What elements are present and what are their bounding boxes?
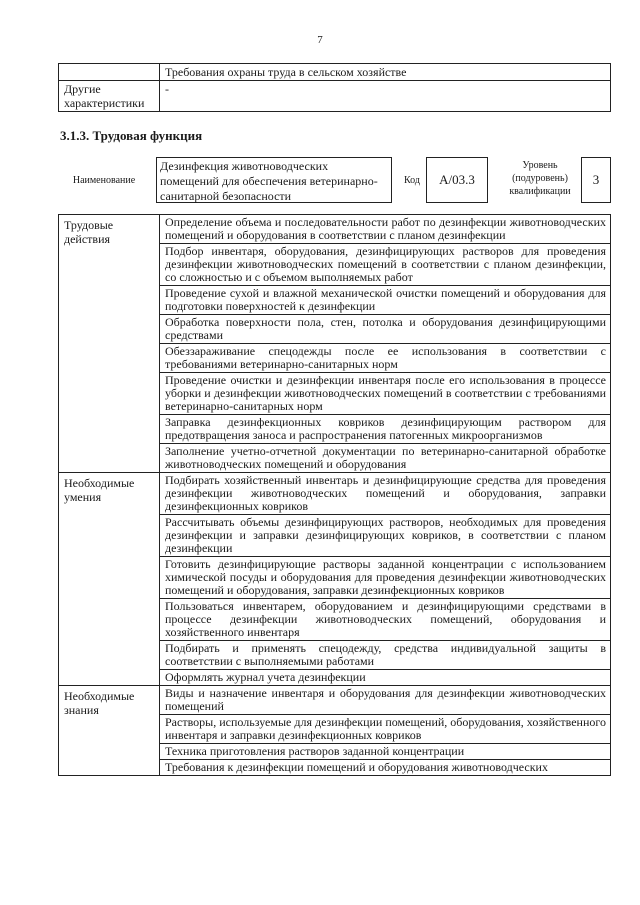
required-knowledge-item: Требования к дезинфекции помещений и оборудования животноводческих (160, 760, 611, 776)
required-skills-item: Оформлять журнал учета дезинфекции (160, 670, 611, 686)
labor-safety-requirements: Требования охраны труда в сельском хозяйстве (160, 64, 611, 81)
labor-actions-item: Определение объема и последовательности работ по дезинфекции животноводческих помещений и оборудования в соответствии с планом дезинфекции (160, 215, 611, 244)
labor-actions-item: Подбор инвентаря, оборудования, дезинфицирующих растворов для проведения дезинфекции животноводческих помещений в соответствии с планом дезинфекции, со сложностью и с объемом выполняемых работ (160, 244, 611, 286)
other-characteristics-value: - (160, 81, 611, 112)
table-row (59, 215, 611, 244)
labor-actions-item: Проведение сухой и влажной механической очистки помещений и оборудования для подготовки поверхностей к дезинфекции (160, 286, 611, 315)
labor-actions-item: Обработка поверхности пола, стен, потолка и оборудования дезинфицирующими средствами (160, 315, 611, 344)
table-row (59, 81, 611, 112)
labor-actions-item: Проведение очистки и дезинфекции инвентаря после его использования в процессе уборки и дезинфекции животноводческих помещений в соответствии с требованиями ветеринарно-санитарных норм (160, 373, 611, 415)
function-code-box: А/03.3 (426, 157, 488, 203)
required-skills-item: Пользоваться инвентарем, оборудованием и дезинфицирующими средствами в процессе дезинфекции животноводческих помещений, оборудования и хозяйственного инвентаря (160, 599, 611, 641)
required-skills-item: Подбирать хозяйственный инвентарь и дезинфицирующие средства для проведения дезинфекции животноводческих помещений и оборудования, заправки дезинфекционных ковриков (160, 473, 611, 515)
page-number: 7 (317, 34, 323, 46)
required-skills-item: Рассчитывать объемы дезинфицирующих растворов, необходимых для проведения дезинфекции и заправки дезинфицирующих ковриков, в соответствии с планом дезинфекции (160, 515, 611, 557)
required-knowledge-item: Техника приготовления растворов заданной концентрации (160, 744, 611, 760)
required-knowledge-item: Растворы, используемые для дезинфекции помещений, оборудования, хозяйственного инвентаря и заправки дезинфекционных ковриков (160, 715, 611, 744)
required-knowledge-label: Необходимые знания (59, 686, 160, 776)
labor-function-table (58, 214, 611, 776)
required-skills-item: Готовить дезинфицирующие растворы заданной концентрации с использованием химической посуды и оборудования для проведения дезинфекции животноводческих помещений и оборудования, заправки дезинфекционных ковриков (160, 557, 611, 599)
table-row (59, 473, 611, 515)
qualification-level-box: 3 (581, 157, 611, 203)
other-characteristics-table (58, 63, 611, 112)
section-title: 3.1.3. Трудовая функция (60, 128, 203, 143)
required-skills-item: Подбирать и применять спецодежду, средства индивидуальной защиты в соответствии с выполняемыми работами (160, 641, 611, 670)
labor-actions-label: Трудовые действия (59, 215, 160, 473)
required-skills-label: Необходимые умения (59, 473, 160, 686)
labor-actions-item: Обеззараживание спецодежды после ее использования в соответствии с требованиями ветеринарно-санитарных норм (160, 344, 611, 373)
qualification-level-label: Уровень (подуровень) квалификации (509, 160, 571, 197)
other-characteristics-label: Другие характеристики (59, 81, 160, 112)
labor-actions-item: Заправка дезинфекционных ковриков дезинфицирующим раствором для предотвращения заноса и распространения патогенных микроорганизмов (160, 415, 611, 444)
table-cell-empty (59, 64, 160, 81)
table-row (59, 686, 611, 715)
code-label: Код (404, 175, 420, 186)
labor-actions-item: Заполнение учетно-отчетной документации по ветеринарно-санитарной обработке животноводческих помещений и оборудования (160, 444, 611, 473)
required-knowledge-item: Виды и назначение инвентаря и оборудования для дезинфекции животноводческих помещений (160, 686, 611, 715)
name-label: Наименование (72, 175, 136, 186)
function-name-box: Дезинфекция животноводческих помещений для обеспечения ветеринарно-санитарной безопасности (156, 157, 392, 203)
table-row (59, 64, 611, 81)
